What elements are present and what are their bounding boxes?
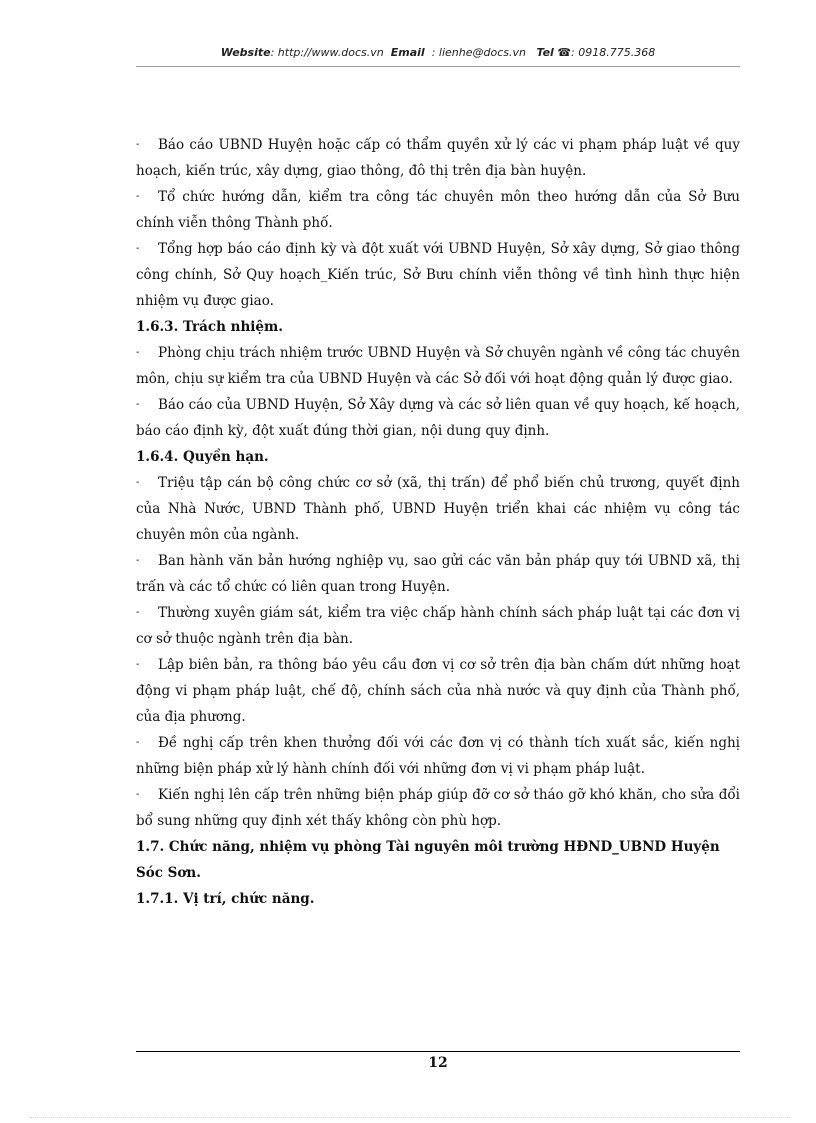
- bullet-text: Tổ chức hướng dẫn, kiểm tra công tác chuyên môn theo hướng dẫn của Sở Bưu chính viễn thông Thành phố.: [136, 189, 740, 231]
- bullet-paragraph: [136, 600, 740, 652]
- bullet-paragraph: [136, 782, 740, 834]
- bullet-icon: -: [136, 399, 140, 410]
- bullet-paragraph: [136, 652, 740, 730]
- bullet-text: Thường xuyên giám sát, kiểm tra việc chấp hành chính sách pháp luật tại các đơn vị cơ sở thuộc ngành trên địa bàn.: [136, 605, 740, 647]
- email-label: Email: [390, 46, 425, 59]
- website-text: : http://www.docs.vn: [270, 46, 384, 59]
- bullet-paragraph: [136, 730, 740, 782]
- section-heading: 1.6.4. Quyền hạn.: [136, 449, 269, 465]
- bullet-paragraph: [136, 184, 740, 236]
- footer-divider: [136, 1051, 740, 1052]
- page-header: [136, 46, 740, 59]
- bullet-icon: -: [136, 347, 140, 358]
- bullet-text: Tổng hợp báo cáo định kỳ và đột xuất với UBND Huyện, Sở xây dựng, Sở giao thông công chính, Sở Quy hoạch_Kiến trúc, Sở Bưu chính viễn thông về tình hình thực hiện nhiệm vụ được giao.: [136, 241, 740, 309]
- header-divider: [136, 66, 740, 67]
- bullet-text: Phòng chịu trách nhiệm trước UBND Huyện và Sở chuyên ngành về công tác chuyên môn, chịu sự kiểm tra của UBND Huyện và các Sở đối với hoạt động quản lý được giao.: [136, 345, 740, 387]
- tel-text: : 0918.775.368: [571, 46, 656, 59]
- bullet-icon: -: [136, 243, 140, 254]
- bullet-icon: -: [136, 477, 140, 488]
- bullet-text: Lập biên bản, ra thông báo yêu cầu đơn vị cơ sở trên địa bàn chấm dứt những hoạt động vi phạm pháp luật, chế độ, chính sách của nhà nước và quy định của Thành phố, của địa phương.: [136, 657, 740, 725]
- bullet-paragraph: [136, 548, 740, 600]
- bullet-icon: -: [136, 555, 140, 566]
- bullet-text: Kiến nghị lên cấp trên những biện pháp giúp đỡ cơ sở tháo gỡ khó khăn, cho sửa đổi bổ sung những quy định xét thấy không còn phù hợp.: [136, 787, 740, 829]
- bullet-icon: -: [136, 607, 140, 618]
- section-heading: 1.6.3. Trách nhiệm.: [136, 319, 283, 335]
- section-heading: 1.7.1. Vị trí, chức năng.: [136, 891, 315, 907]
- bullet-text: Báo cáo của UBND Huyện, Sở Xây dựng và các sở liên quan về quy hoạch, kế hoạch, báo cáo định kỳ, đột xuất đúng thời gian, nội dung quy định.: [136, 397, 740, 439]
- bullet-icon: -: [136, 191, 140, 202]
- email-text: : lienhe@docs.vn: [431, 46, 526, 59]
- bullet-paragraph: [136, 132, 740, 184]
- document-body: [136, 132, 740, 912]
- bullet-icon: -: [136, 789, 140, 800]
- bullet-text: Triệu tập cán bộ công chức cơ sở (xã, thị trấn) để phổ biến chủ trương, quyết định của Nhà Nước, UBND Thành phố, UBND Huyện triển khai các nhiệm vụ công tác chuyên môn của ngành.: [136, 475, 740, 543]
- section-heading: 1.7. Chức năng, nhiệm vụ phòng Tài nguyên môi trường HĐND_UBND Huyện Sóc Sơn.: [136, 839, 720, 881]
- bullet-text: Đề nghị cấp trên khen thưởng đối với các đơn vị có thành tích xuất sắc, kiến nghị những biện pháp xử lý hành chính đối với những đơn vị vi phạm pháp luật.: [136, 735, 740, 777]
- bullet-paragraph: [136, 236, 740, 314]
- bullet-paragraph: [136, 340, 740, 392]
- website-label: Website: [220, 46, 271, 59]
- phone-icon: ☎: [557, 46, 572, 59]
- tel-label: Tel: [536, 46, 554, 59]
- bullet-icon: -: [136, 737, 140, 748]
- bullet-paragraph: [136, 392, 740, 444]
- bullet-icon: -: [136, 139, 140, 150]
- page-bottom-border: [30, 1117, 790, 1118]
- bullet-icon: -: [136, 659, 140, 670]
- page-number: 12: [428, 1055, 448, 1071]
- bullet-text: Ban hành văn bản hướng nghiệp vụ, sao gửi các văn bản pháp quy tới UBND xã, thị trấn và các tổ chức có liên quan trong Huyện.: [136, 553, 740, 595]
- bullet-text: Báo cáo UBND Huyện hoặc cấp có thẩm quyền xử lý các vi phạm pháp luật về quy hoạch, kiến trúc, xây dựng, giao thông, đô thị trên địa bàn huyện.: [136, 137, 740, 179]
- bullet-paragraph: [136, 470, 740, 548]
